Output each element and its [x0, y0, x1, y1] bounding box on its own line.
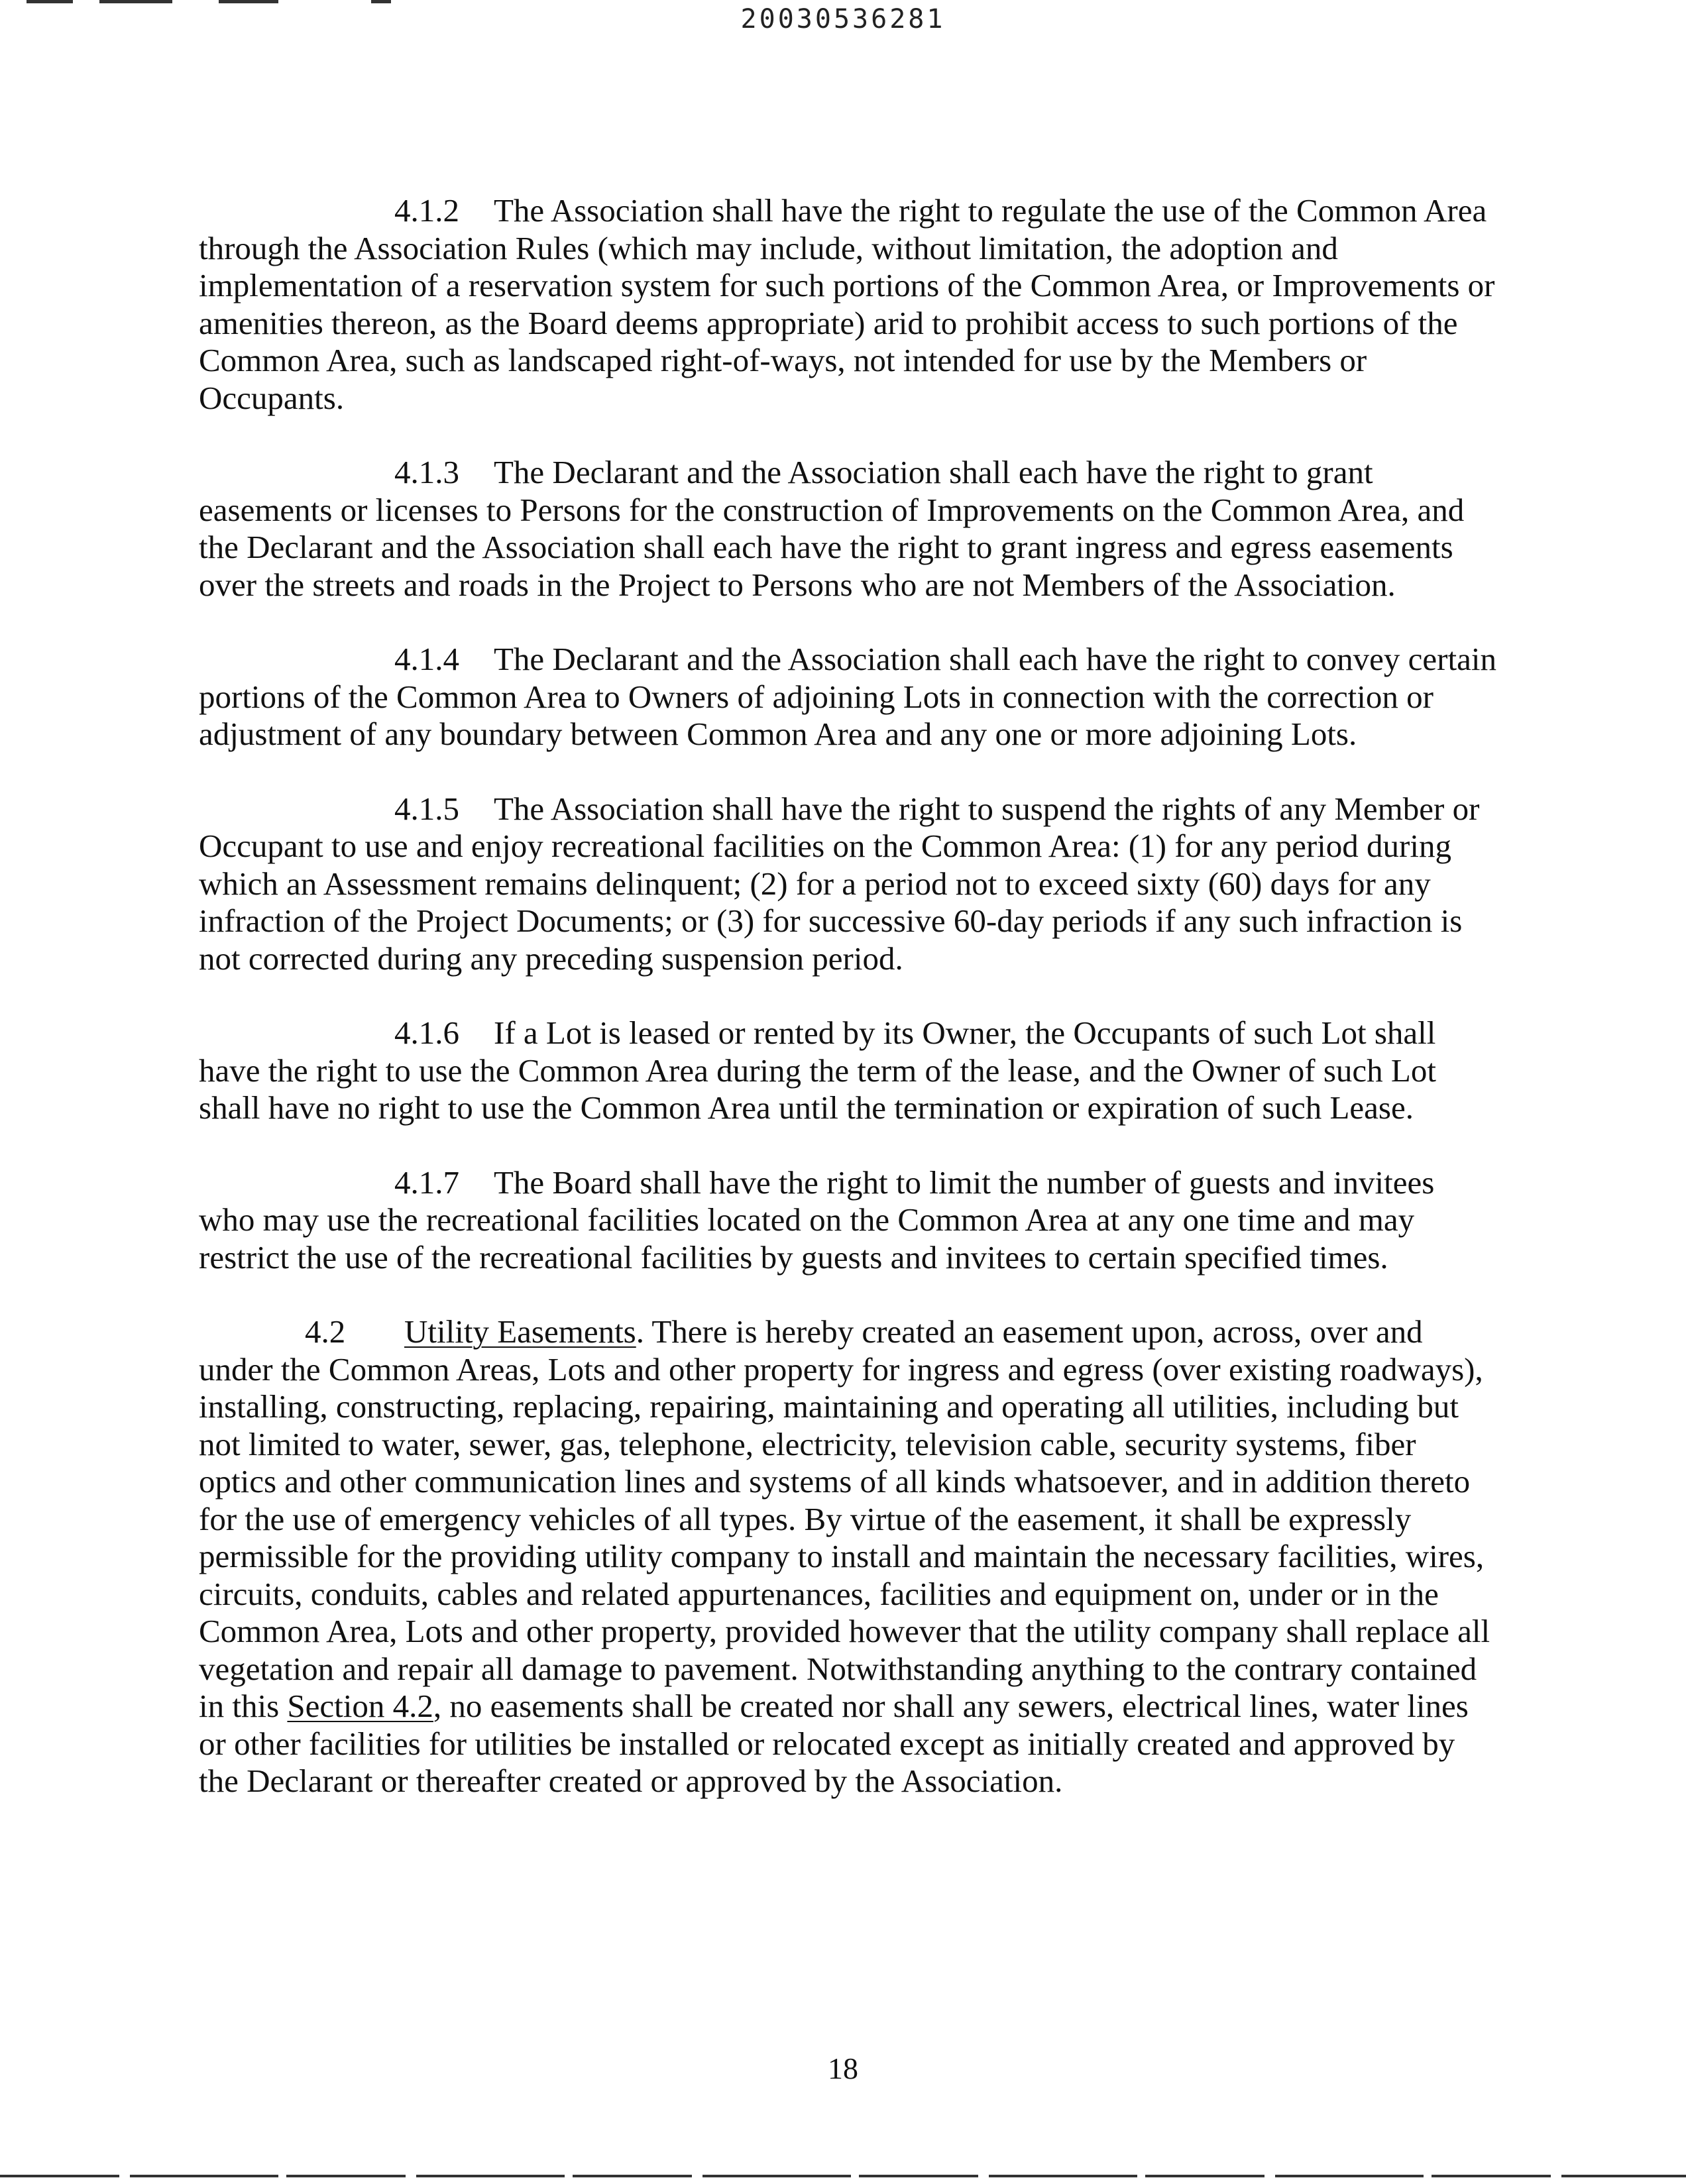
section-text: The Association shall have the right to suspend the rights of any Member or Occupant to use and enjoy recreational facilities on the Common Area: (1) for any period during which an Assessment remains delinquent; (2) for a period not to exceed sixty (60) days for any infraction of the Project Documents; or (3) for successive 60-day periods if any such infraction is not corrected during any preceding suspension period. — [199, 790, 1480, 977]
document-body — [199, 192, 1498, 1837]
section-4-1-2 — [199, 192, 1498, 417]
section-number: 4.1.4 — [394, 641, 459, 677]
section-text: . There is hereby created an easement upon, across, over and under the Common Areas, Lots and other property for ingress and egress (over existing roadways), installing, constructing, replacing, repairing, maintaining and operating all utilities, including but not limited to water, sewer, gas, telephone, electricity, television cable, security systems, fiber optics and other communication lines and systems of all kinds whatsoever, and in addition thereto for the use of emergency vehicles of all types. By virtue of the easement, it shall be expressly permissible for the providing utility company to install and maintain the necessary facilities, wires, circuits, conduits, cables and related appurtenances, facilities and equipment on, under or in the Common Area, Lots and other property, provided however that the utility company shall replace all vegetation and repair all damage to pavement. Notwithstanding anything to the contrary contained in this — [199, 1313, 1490, 1724]
document-number: 20030536281 — [740, 4, 946, 34]
section-4-2 — [199, 1313, 1498, 1800]
section-heading: Utility Easements — [404, 1313, 636, 1350]
section-4-1-3 — [199, 454, 1498, 604]
section-number: 4.1.2 — [394, 192, 459, 229]
section-number: 4.2 — [305, 1313, 346, 1350]
section-number: 4.1.3 — [394, 454, 459, 490]
page-number: 18 — [828, 2051, 858, 2085]
section-number: 4.1.6 — [394, 1014, 459, 1051]
section-text: The Association shall have the right to regulate the use of the Common Area through the Association Rules (which may include, without limitation, the adoption and implementation of a reservation system for such portions of the Common Area, or Improvements or amenities thereon, as the Board deems appropriate) arid to prohibit access to such portions of the Common Area, such as landscaped right-of-ways, not intended for use by the Members or Occupants. — [199, 192, 1495, 416]
section-cross-reference: Section 4.2 — [287, 1688, 433, 1724]
section-number: 4.1.5 — [394, 790, 459, 827]
section-4-1-5 — [199, 791, 1498, 978]
section-text: The Declarant and the Association shall each have the right to grant easements or licenses to Persons for the construction of Improvements on the Common Area, and the Declarant and the Association shall each have the right to grant ingress and egress easements over the streets and roads in the Project to Persons who are not Members of the Association. — [199, 454, 1465, 603]
section-text-continued: , no easements shall be created nor shall any sewers, electrical lines, water lines or other facilities for utilities be installed or relocated except as initially created and approved by the Declarant or thereafter created or approved by the Association. — [199, 1688, 1469, 1799]
section-4-1-6 — [199, 1014, 1498, 1127]
scan-bottom-rule — [0, 2175, 1686, 2177]
section-text: The Declarant and the Association shall each have the right to convey certain portions of the Common Area to Owners of adjoining Lots in connection with the correction or adjustment of any boundary between Common Area and any one or more adjoining Lots. — [199, 641, 1496, 752]
section-text: The Board shall have the right to limit the number of guests and invitees who may use the recreational facilities located on the Common Area at any one time and may restrict the use of the recreational facilities by guests and invitees to certain specified times. — [199, 1164, 1435, 1276]
section-4-1-7 — [199, 1164, 1498, 1277]
section-text: If a Lot is leased or rented by its Owner, the Occupants of such Lot shall have the right to use the Common Area during the term of the lease, and the Owner of such Lot shall have no right to use the Common Area until the termination or expiration of such Lease. — [199, 1014, 1436, 1126]
section-number: 4.1.7 — [394, 1164, 459, 1201]
section-4-1-4 — [199, 641, 1498, 753]
